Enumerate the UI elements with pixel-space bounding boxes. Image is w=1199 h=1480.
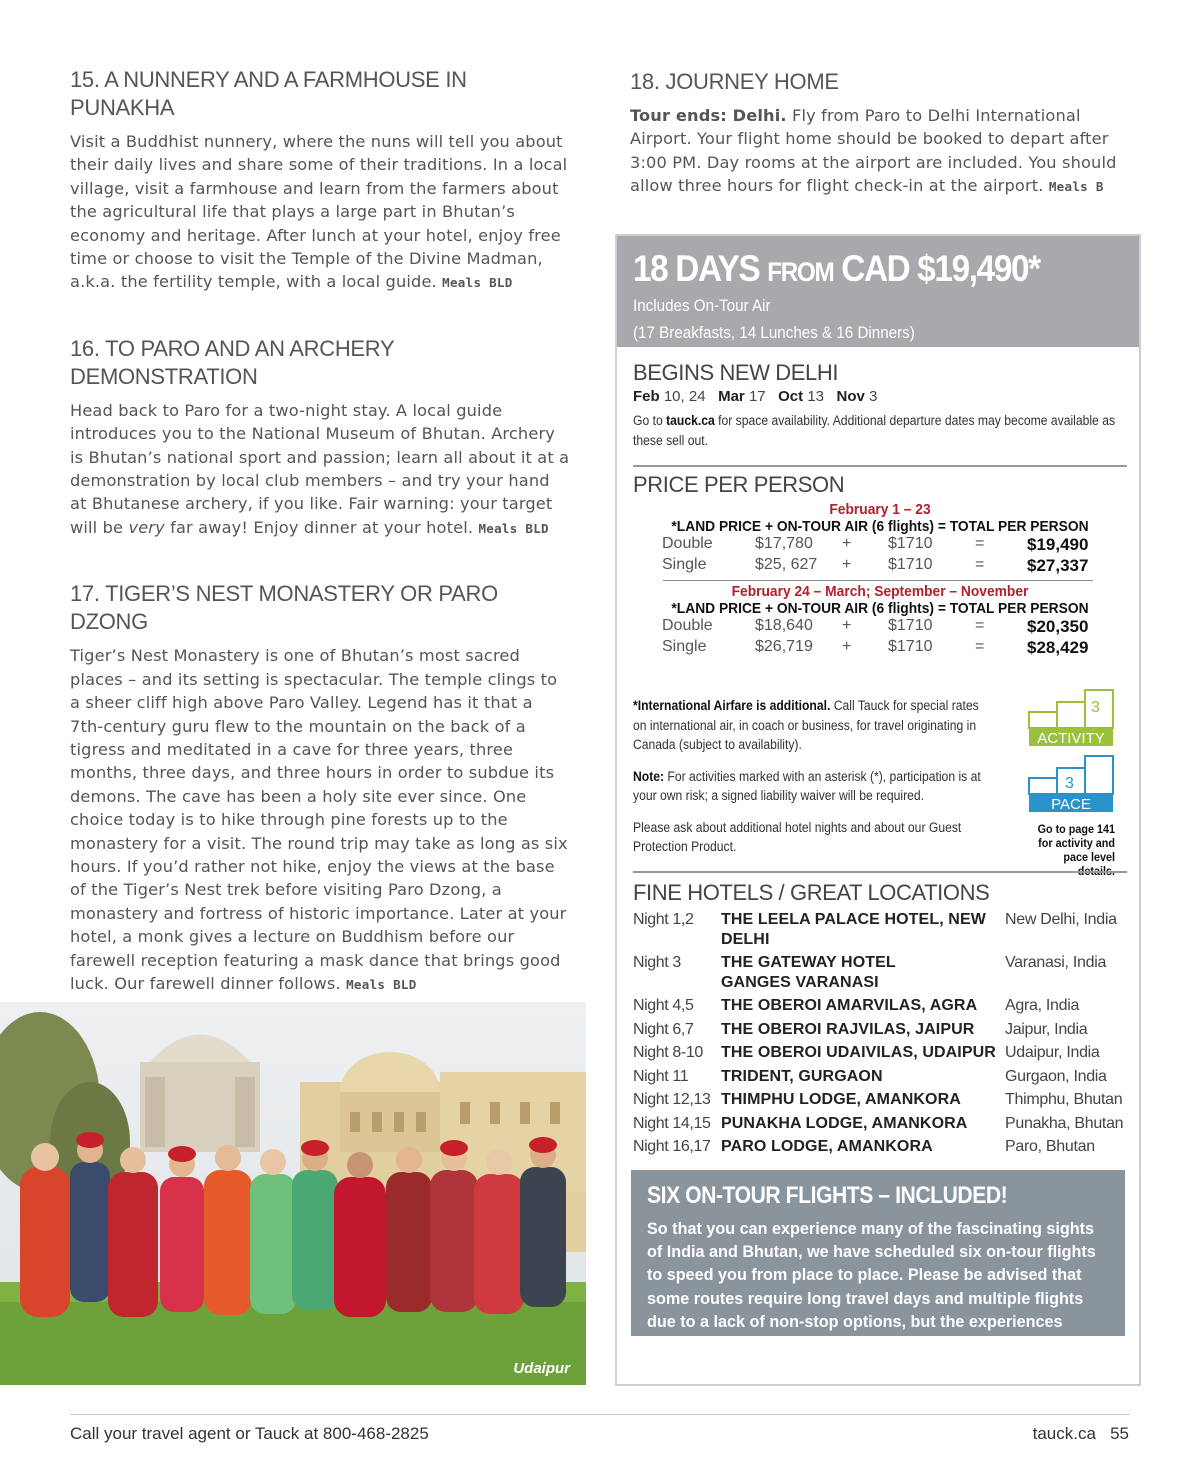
price-row: Double $17,780 + $1710 = $19,490 bbox=[662, 535, 1089, 554]
day-15 bbox=[70, 66, 570, 295]
price-columns-header: *LAND PRICE + ON-TOUR AIR (6 flights) = TOTAL PER PERSON bbox=[671, 600, 1089, 617]
period-label: February 24 – March; September – November bbox=[731, 583, 1029, 600]
hotels-section bbox=[633, 880, 1127, 1161]
hotel-row: Night 11 TRIDENT, GURGAON Gurgaon, India bbox=[633, 1067, 1107, 1085]
departure-dates: Feb 10, 24 Mar 17 Oct 13 Nov 3 bbox=[633, 388, 878, 405]
pace-label: PACE bbox=[1051, 796, 1091, 813]
photo-caption: Udaipur bbox=[513, 1360, 570, 1377]
hotels-list bbox=[633, 910, 1127, 1161]
hotel-nights-note: Please ask about additional hotel nights and about our Guest Protection Product. bbox=[633, 819, 962, 854]
pace-level-icon bbox=[1027, 754, 1117, 814]
hotel-row: Night 14,15 PUNAKHA LODGE, AMANKORA Punakha, Bhutan bbox=[633, 1114, 1124, 1132]
hotel-row: Night 16,17 PARO LODGE, AMANKORA Paro, Bhutan bbox=[633, 1138, 1095, 1155]
meals-count: (17 Breakfasts, 14 Lunches & 16 Dinners) bbox=[633, 324, 915, 342]
on-tour-flights-panel bbox=[631, 1170, 1125, 1378]
period-2 bbox=[633, 583, 1127, 659]
meals-label: Meals BLD bbox=[346, 976, 417, 992]
day-16 bbox=[70, 335, 570, 540]
day-16-body: Head back to Paro for a two-night stay. A local guide introduces you to the National Museum of Bhutan. Archery is Bhutan’s national sport and passion; learn all about it at a demonstration by local club members – and try your hand at Bhutanese archery, if you like. Fair warning: your target will be very far away! Enjoy dinner at your hotel. Meals BLD bbox=[70, 400, 570, 537]
photo-illustration bbox=[0, 1002, 586, 1385]
tour-info-box bbox=[615, 234, 1141, 1386]
day-16-title: 16. TO PARO AND AN ARCHERY DEMONSTRATION bbox=[70, 335, 394, 389]
footer-divider bbox=[70, 1414, 1130, 1415]
meals-label: Meals B bbox=[1048, 179, 1104, 195]
availability-note: Go to tauck.ca for space availability. Additional departure dates may become available as these sell out. bbox=[633, 413, 1116, 448]
price-divider bbox=[663, 580, 1093, 581]
day-18-title: 18. JOURNEY HOME bbox=[630, 69, 839, 94]
day-17-title: 17. TIGER’S NEST MONASTERY OR PARO DZONG bbox=[70, 581, 498, 635]
begins-section bbox=[633, 360, 1127, 450]
includes-air: Includes On-Tour Air bbox=[633, 297, 771, 315]
page-number: 55 bbox=[1110, 1424, 1129, 1443]
headline-price: 18 DAYS FROM CAD $19,490* bbox=[633, 248, 1040, 289]
hotel-row: Night 4,5 THE OBEROI AMARVILAS, AGRA Agra, India bbox=[633, 997, 1080, 1014]
divider bbox=[633, 871, 1127, 873]
price-header bbox=[617, 236, 1139, 347]
activity-level-number: 3 bbox=[1091, 699, 1100, 716]
hotels-title: FINE HOTELS / GREAT LOCATIONS bbox=[633, 880, 990, 905]
flights-body: So that you can experience many of the fascinating sights of India and Bhutan, we have scheduled six on-tour flights to speed you from place to place. Please be advised that some routes require long travel days and multiple flights due to a lack of non-stop options, but the experiences you’ll have in every destination make each journey worthwhile. bbox=[647, 1220, 1096, 1378]
flights-title: SIX ON-TOUR FLIGHTS – INCLUDED! bbox=[647, 1182, 1008, 1209]
period-label: February 1 – 23 bbox=[829, 501, 931, 518]
begins-title: BEGINS NEW DELHI bbox=[633, 360, 839, 385]
hotel-row: Night 8-10 THE OBEROI UDAIVILAS, UDAIPUR Udaipur, India bbox=[633, 1044, 1100, 1061]
day-17-body: Tiger’s Nest Monastery is one of Bhutan’s most sacred places – and its setting is spectacular. The temple clings to a sheer cliff high above Paro Valley. Legend has it that a 7th-century guru flew to the mountain on the back of a tigress and meditated in a cave for three years, three months, three days, and three hours in order to subdue its demons. The cave has been a holy site ever since. One choice today is to hike through pine forests up to the monastery for a visit. The round trip may take as long as six hours. If you’d rather not hike, enjoy the views at the base of the Tiger’s Nest trek before visiting Paro Dzong, a monastery and fortress of historic importance. Later at your hotel, a monk gives a lecture on Buddhism before our farewell reception featuring a mask dance that brings good luck. Our farewell dinner follows. Meals BLD bbox=[70, 646, 568, 993]
pace-level-number: 3 bbox=[1065, 775, 1074, 792]
footer-site[interactable]: tauck.ca bbox=[1032, 1424, 1096, 1443]
hotel-row: Night 12,13 THIMPHU LODGE, AMANKORA Thimphu, Bhutan bbox=[633, 1091, 1123, 1108]
day-18-body: Tour ends: Delhi. Fly from Paro to Delhi International Airport. Your flight home should be booked to depart after 3:00 PM. Day rooms at the airport are included. You should allow three hours for flight check-in at the airport. Meals B bbox=[630, 106, 1117, 196]
price-section bbox=[633, 472, 1127, 659]
activity-level-icon bbox=[1027, 688, 1117, 748]
price-row: Single $25, 627 + $1710 = $27,337 bbox=[662, 556, 1089, 575]
price-row: Double $18,640 + $1710 = $20,350 bbox=[662, 617, 1089, 636]
meals-label: Meals BLD bbox=[478, 520, 549, 536]
notes-section bbox=[633, 696, 993, 857]
airfare-note: *International Airfare is additional. Call Tauck for special rates on international air, in coach or business, for travel originating in Canada (subject to availability). bbox=[633, 698, 979, 752]
hotel-row: Night 6,7 THE OBEROI RAJVILAS, JAIPUR Jaipur, India bbox=[633, 1020, 1088, 1038]
activity-label: ACTIVITY bbox=[1037, 730, 1105, 747]
activity-note: Note: For activities marked with an asterisk (*), participation is at your own risk; a signed liability waiver will be required. bbox=[633, 768, 981, 803]
footer-page-info bbox=[1033, 1424, 1129, 1444]
price-columns-header: *LAND PRICE + ON-TOUR AIR (6 flights) = TOTAL PER PERSON bbox=[671, 518, 1089, 535]
price-title: PRICE PER PERSON bbox=[633, 472, 845, 497]
period-1 bbox=[633, 501, 1127, 577]
day-15-body: Visit a Buddhist nunnery, where the nuns will tell you about their daily lives and share some of their traditions. In a local village, visit a farmhouse and learn from the farmers about the agricultural life that plays a large part in Bhutan’s economy and heritage. After lunch at your hotel, enjoy free time or choose to visit the Temple of the Divine Madman, a.k.a. the fertility temple, with a local guide. Meals BLD bbox=[70, 132, 568, 292]
hotel-row: Night 1,2 THE LEELA PALACE HOTEL, NEW DELHI New Delhi, India bbox=[633, 911, 1117, 948]
journey-home bbox=[630, 68, 1130, 199]
footer-contact: Call your travel agent or Tauck at 800-468-2825 bbox=[70, 1424, 429, 1443]
day-17 bbox=[70, 580, 570, 996]
price-row: Single $26,719 + $1710 = $28,429 bbox=[662, 638, 1089, 657]
group-photo bbox=[0, 1002, 586, 1385]
level-details-note: Go to page 141 for activity and pace level bbox=[1037, 822, 1115, 864]
day-15-title: 15. A NUNNERY AND A FARMHOUSE IN PUNAKHA bbox=[70, 67, 467, 120]
hotel-row: Night 3 THE GATEWAY HOTEL GANGES VARANASI Varanasi, India bbox=[633, 954, 1107, 991]
tauck-link[interactable]: tauck.ca bbox=[666, 413, 715, 428]
left-column bbox=[70, 66, 570, 1036]
meals-label: Meals BLD bbox=[442, 275, 513, 291]
divider bbox=[633, 465, 1127, 467]
